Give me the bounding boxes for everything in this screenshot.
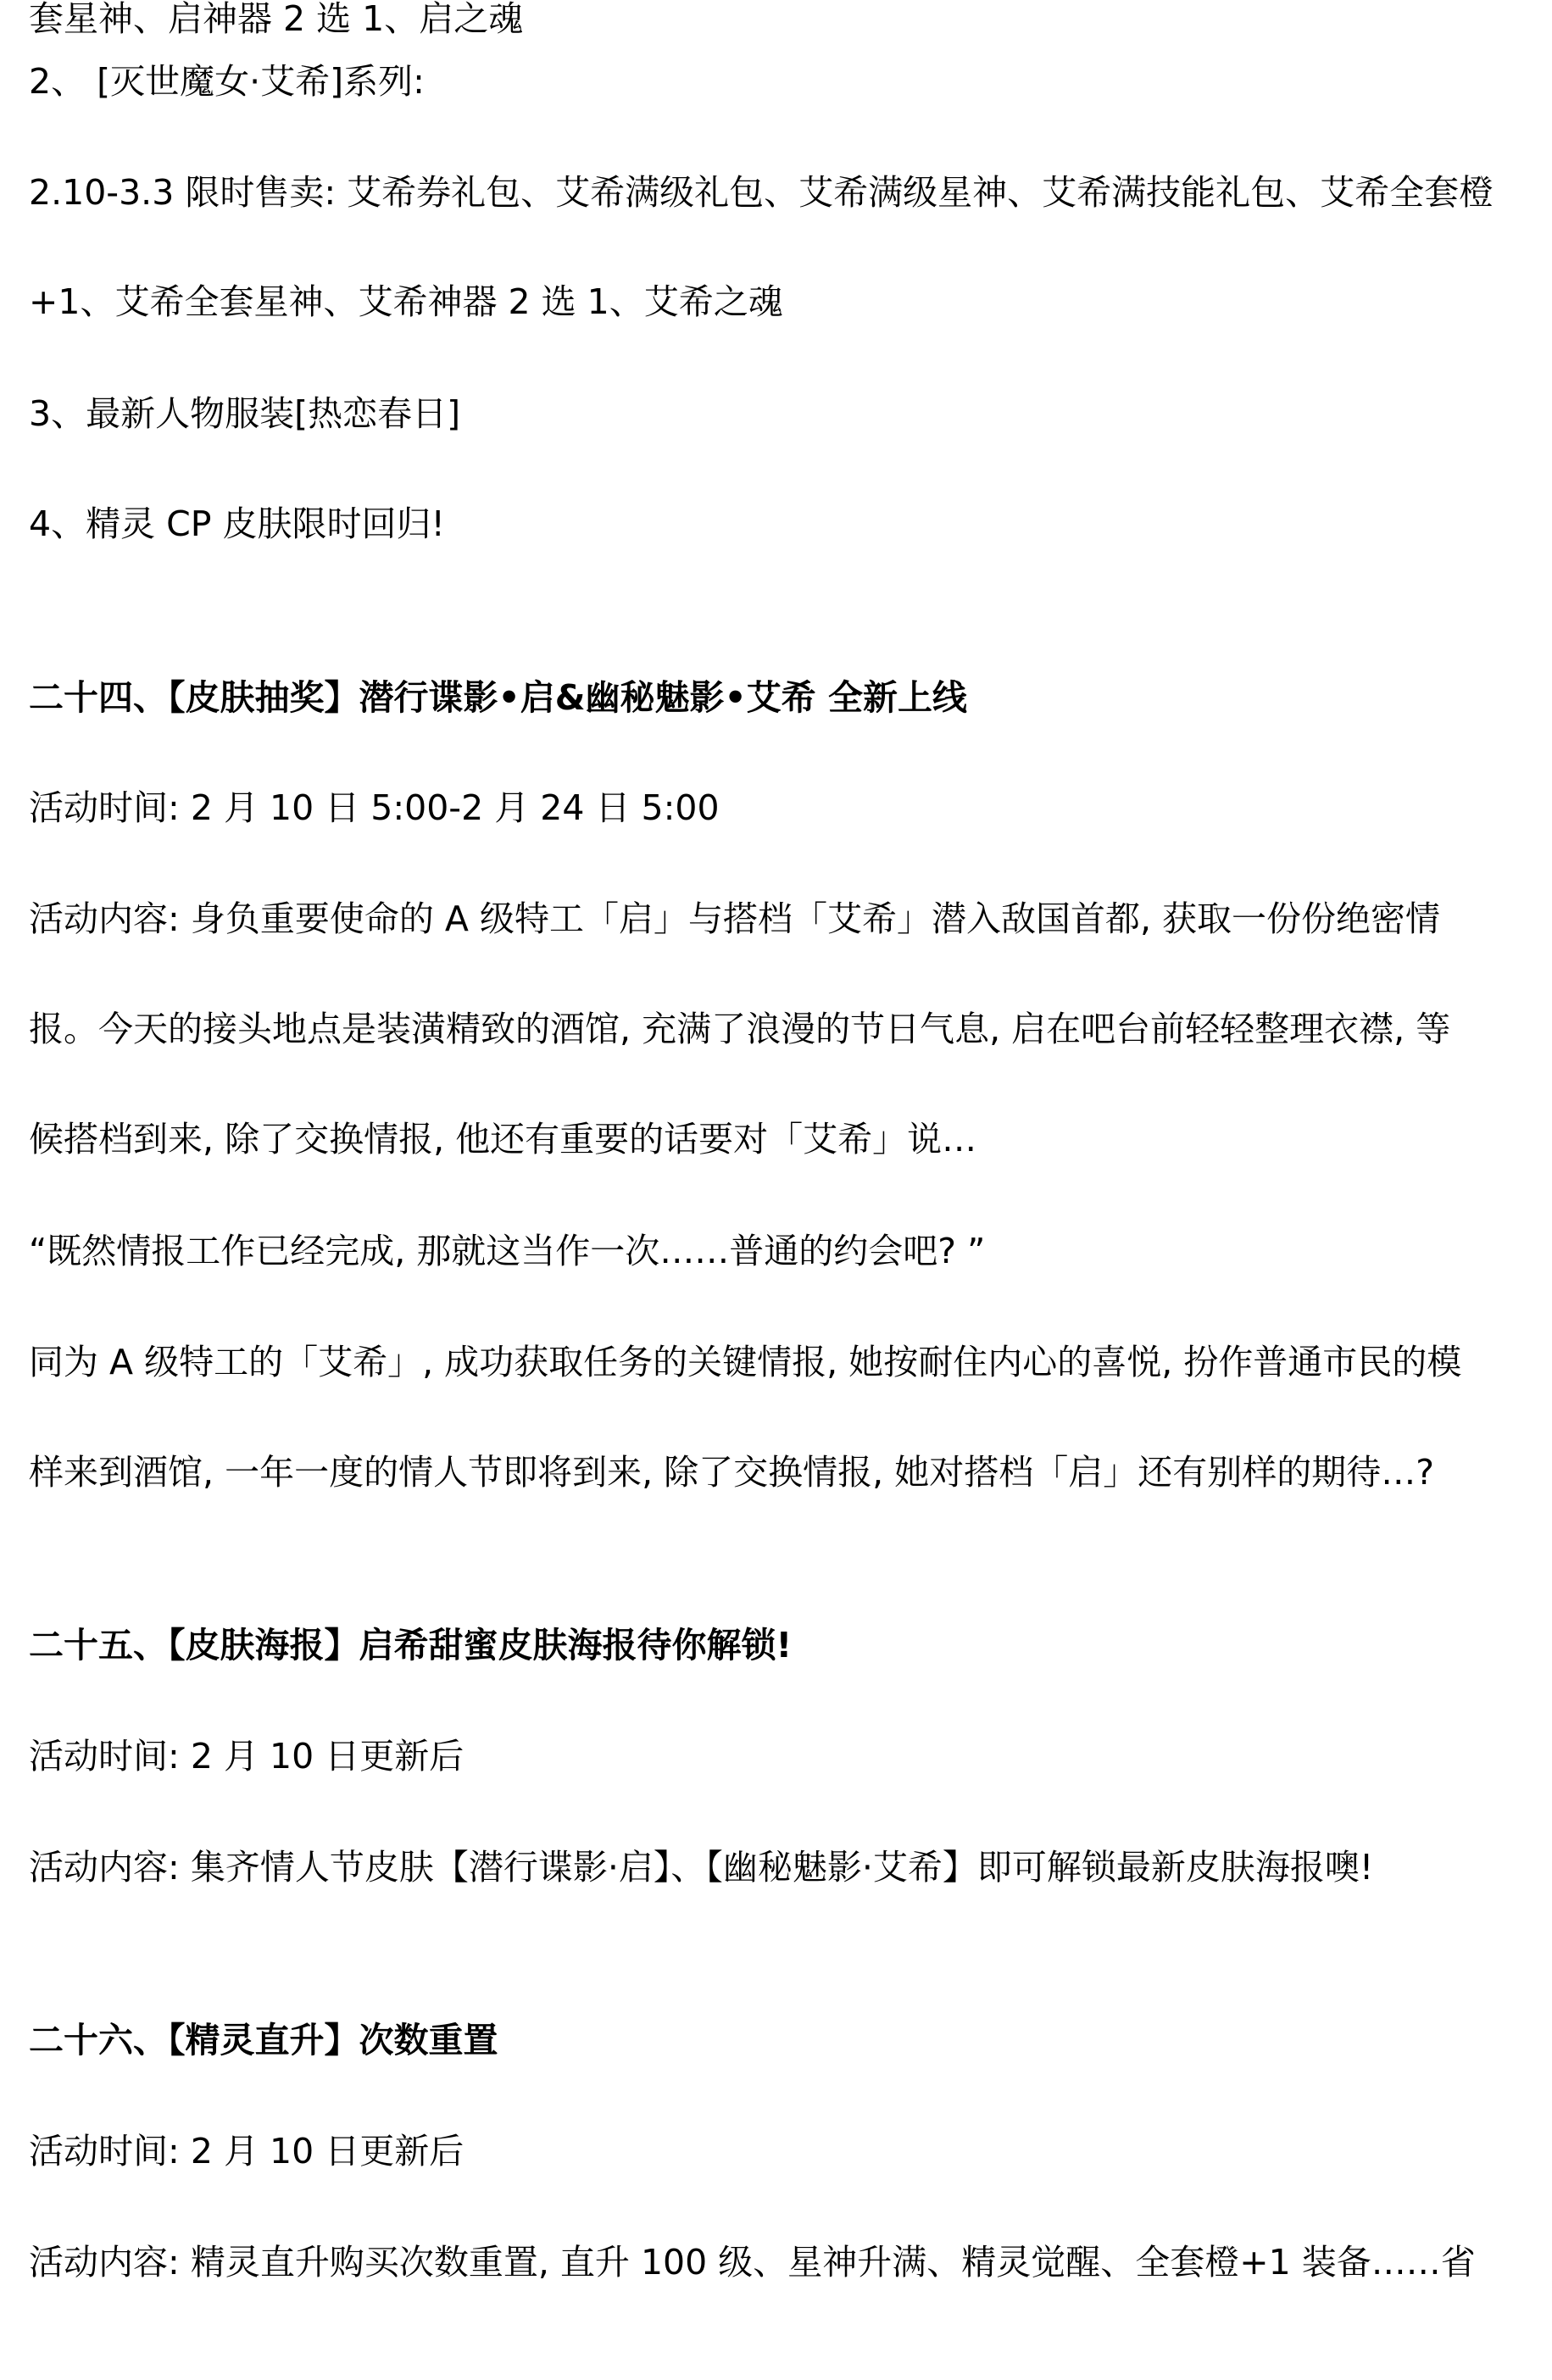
section-24-content-line: 同为 A 级特工的「艾希」, 成功获取任务的关键情报, 她按耐住内心的喜悦, 扮作普通市民的模 — [29, 1342, 1462, 1382]
section-24-heading: 二十四、【皮肤抽奖】潜行谍影•启&幽秘魅影•艾希 全新上线 — [29, 677, 967, 718]
section-25-content: 活动内容: 集齐情人节皮肤【潜行谍影·启】、【幽秘魅影·艾希】即可解锁最新皮肤海报噢! — [29, 1847, 1374, 1888]
intro-line-6: 4、精灵 CP 皮肤限时回归! — [29, 503, 445, 544]
intro-line-3: 2.10-3.3 限时售卖: 艾希券礼包、艾希满级礼包、艾希满级星神、艾希满技能礼包、艾希全套橙 — [29, 172, 1494, 213]
section-25-heading: 二十五、【皮肤海报】启希甜蜜皮肤海报待你解锁! — [29, 1625, 793, 1665]
intro-line-5: 3、最新人物服装[热恋春日] — [29, 393, 461, 434]
section-24-quote: “既然情报工作已经完成, 那就这当作一次……普通的约会吧? ” — [29, 1231, 986, 1271]
section-24-content-line: 候搭档到来, 除了交换情报, 他还有重要的话要对「艾希」说… — [29, 1119, 977, 1159]
intro-line-4: +1、艾希全套星神、艾希神器 2 选 1、艾希之魂 — [29, 281, 783, 322]
section-24-content-line: 报。今天的接头地点是装潢精致的酒馆, 充满了浪漫的节日气息, 启在吧台前轻轻整理衣襟, 等 — [29, 1009, 1451, 1049]
section-24-content-line: 活动内容: 身负重要使命的 A 级特工「启」与搭档「艾希」潜入敌国首都, 获取一份份绝密情 — [29, 898, 1441, 939]
intro-line-1: 套星神、启神器 2 选 1、启之魂 — [29, 0, 524, 39]
section-26-heading: 二十六、【精灵直升】次数重置 — [29, 2020, 498, 2060]
section-25-time: 活动时间: 2 月 10 日更新后 — [29, 1736, 464, 1777]
section-26-time: 活动时间: 2 月 10 日更新后 — [29, 2131, 464, 2171]
intro-line-2: 2、 [灭世魔女·艾希]系列: — [29, 61, 425, 102]
section-24-content-line: 样来到酒馆, 一年一度的情人节即将到来, 除了交换情报, 她对搭档「启」还有别样的期待…? — [29, 1452, 1434, 1493]
section-26-content: 活动内容: 精灵直升购买次数重置, 直升 100 级、星神升满、精灵觉醒、全套橙+1 装备……省 — [29, 2242, 1476, 2283]
section-24-time: 活动时间: 2 月 10 日 5:00-2 月 24 日 5:00 — [29, 787, 720, 828]
